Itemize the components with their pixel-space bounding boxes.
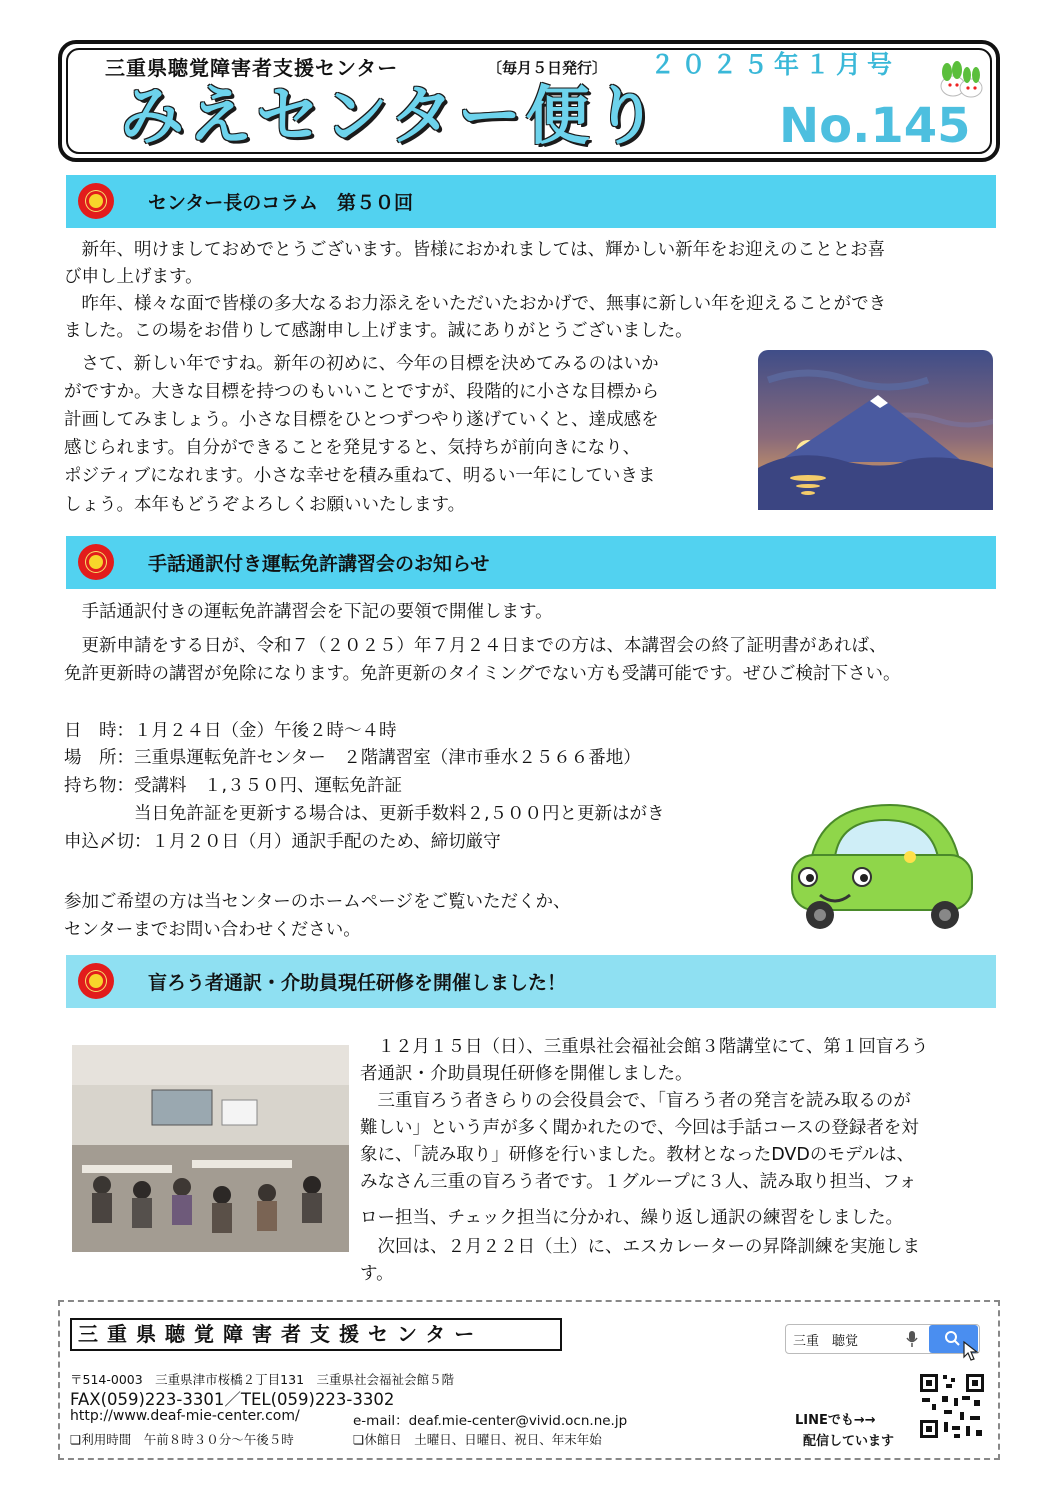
line-promo-text: LINEでも→→ xyxy=(795,1413,876,1428)
footer-address: 〒514-0003 三重県津市桜橋２丁目131 三重県社会福祉会館５階 xyxy=(70,1372,455,1387)
license-intro-line: 免許更新時の講習が免除になります。免許更新のタイミングでない方も受講可能です。ぜひご検討下さい。 xyxy=(64,664,901,684)
snow-rabbit-icon xyxy=(935,48,985,104)
column-line: さて、新しい年ですね。新年の初めに、今年の目標を決めてみるのはいか xyxy=(64,354,659,374)
footer-hours: ❏利用時間 午前８時３０分～午後５時 xyxy=(70,1432,294,1447)
training-line: みなさん三重の盲ろう者です。１グループに３人、読み取り担当、フォ xyxy=(360,1172,917,1192)
column-line: 感じられます。自分ができることを発見すると、気持ちが前向きになり、 xyxy=(64,438,641,458)
license-detail-items: 持ち物：受講料 １,３５０円、運転免許証 xyxy=(64,776,403,796)
column-line: 計画してみましょう。小さな目標をひとつずつやり遂げていくと、達成感を xyxy=(64,410,659,430)
column-line: しょう。本年もどうぞよろしくお願いいたします。 xyxy=(64,495,466,515)
section-header-license xyxy=(66,536,996,589)
footer-phone: FAX(059)223-3301／TEL(059)223-3302 xyxy=(70,1390,395,1409)
mic-icon[interactable] xyxy=(905,1330,919,1348)
header-org-name: 三重県聴覚障害者支援センター xyxy=(105,56,399,80)
license-detail-items-note: 当日免許証を更新する場合は、更新手数料２,５００円と更新はがき xyxy=(64,804,665,824)
sunrise-mountain-illustration xyxy=(758,350,993,510)
training-line: 難しい」という声が多く聞かれたので、今回は手話コースの登録者を対 xyxy=(360,1118,919,1138)
training-line: 象に、「読み取り」研修を行いました。教材となったDVDのモデルは、 xyxy=(360,1145,914,1165)
column-line: がですか。大きな目標を持つのもいいことですが、段階的に小さな目標から xyxy=(64,382,659,402)
plum-blossom-icon xyxy=(78,544,114,580)
section-header-column xyxy=(66,175,996,228)
newsletter-title: みえセンター便り xyxy=(120,80,662,154)
license-detail-date: 日 時：１月２４日（金）午後２時～４時 xyxy=(64,721,397,741)
issue-number: No.145 xyxy=(779,98,971,154)
section-title: 手話通訳付き運転免許講習会のお知らせ xyxy=(148,553,490,575)
footer-email-link[interactable]: e-mail：deaf.mie-center@vivid.ocn.ne.jp xyxy=(353,1413,628,1429)
qr-code-icon[interactable] xyxy=(918,1372,986,1440)
license-closing-line: センターまでお問い合わせください。 xyxy=(64,920,361,940)
footer-closed-days: ❏休館日 土曜日、日曜日、祝日、年末年始 xyxy=(353,1432,602,1447)
training-line: 三重盲ろう者きらりの会役員会で、「盲ろう者の発言を読み取るのが xyxy=(360,1091,911,1111)
training-session-photo xyxy=(72,1045,349,1252)
license-intro-line: 更新申請をする日が、令和７（２０２５）年７月２４日までの方は、本講習会の終了証明書があれば、 xyxy=(64,636,887,656)
license-intro-line: 手話通訳付きの運転免許講習会を下記の要領で開催します。 xyxy=(64,602,553,622)
column-line: ました。この場をお借りして感謝申し上げます。誠にありがとうございました。 xyxy=(64,321,693,341)
issue-date: ２０２５年１月号 xyxy=(650,50,899,79)
column-line: び申し上げます。 xyxy=(64,267,203,287)
column-line: 昨年、様々な面で皆様の多大なるお力添えをいただいたおかげで、無事に新しい年を迎えることができ xyxy=(64,294,887,314)
section-header-training xyxy=(66,955,996,1008)
plum-blossom-icon xyxy=(78,183,114,219)
car-illustration xyxy=(780,795,980,935)
search-query-text: 三重 聴覚 xyxy=(793,1334,859,1349)
training-line: 者通訳・介助員現任研修を開催しました。 xyxy=(360,1064,693,1084)
publish-frequency: 〔毎月５日発行〕 xyxy=(487,59,608,77)
section-title: センター長のコラム 第５０回 xyxy=(148,192,414,214)
cursor-icon xyxy=(962,1340,982,1362)
footer-org-name: 三重県聴覚障害者支援センター xyxy=(70,1318,562,1351)
column-line: ポジティブになれます。小さな幸せを積み重ねて、明るい一年にしていきま xyxy=(64,466,656,486)
footer-url-link[interactable]: http://www.deaf-mie-center.com/ xyxy=(70,1408,300,1424)
license-closing-line: 参加ご希望の方は当センターのホームページをご覧いただくか、 xyxy=(64,892,571,912)
training-line: １２月１５日（日）、三重県社会福祉会館３階講堂にて、第１回盲ろう xyxy=(360,1037,929,1057)
column-line: 新年、明けましておめでとうございます。皆様におかれましては、輝かしい新年をお迎えのこととお喜 xyxy=(64,240,886,260)
line-promo-text: 配信しています xyxy=(803,1434,895,1449)
plum-blossom-icon xyxy=(78,963,114,999)
license-detail-place: 場 所：三重県運転免許センター ２階講習室（津市垂水２５６６番地） xyxy=(64,748,641,768)
section-title: 盲ろう者通訳・介助員現任研修を開催しました！ xyxy=(148,972,567,994)
training-line: す。 xyxy=(360,1264,394,1284)
training-line: 次回は、２月２２日（土）に、エスカレーターの昇降訓練を実施しま xyxy=(360,1237,920,1257)
license-detail-deadline: 申込〆切：１月２０日（月）通訳手配のため、締切厳守 xyxy=(64,832,501,852)
training-line: ロー担当、チェック担当に分かれ、繰り返し通訳の練習をしました。 xyxy=(360,1208,904,1228)
